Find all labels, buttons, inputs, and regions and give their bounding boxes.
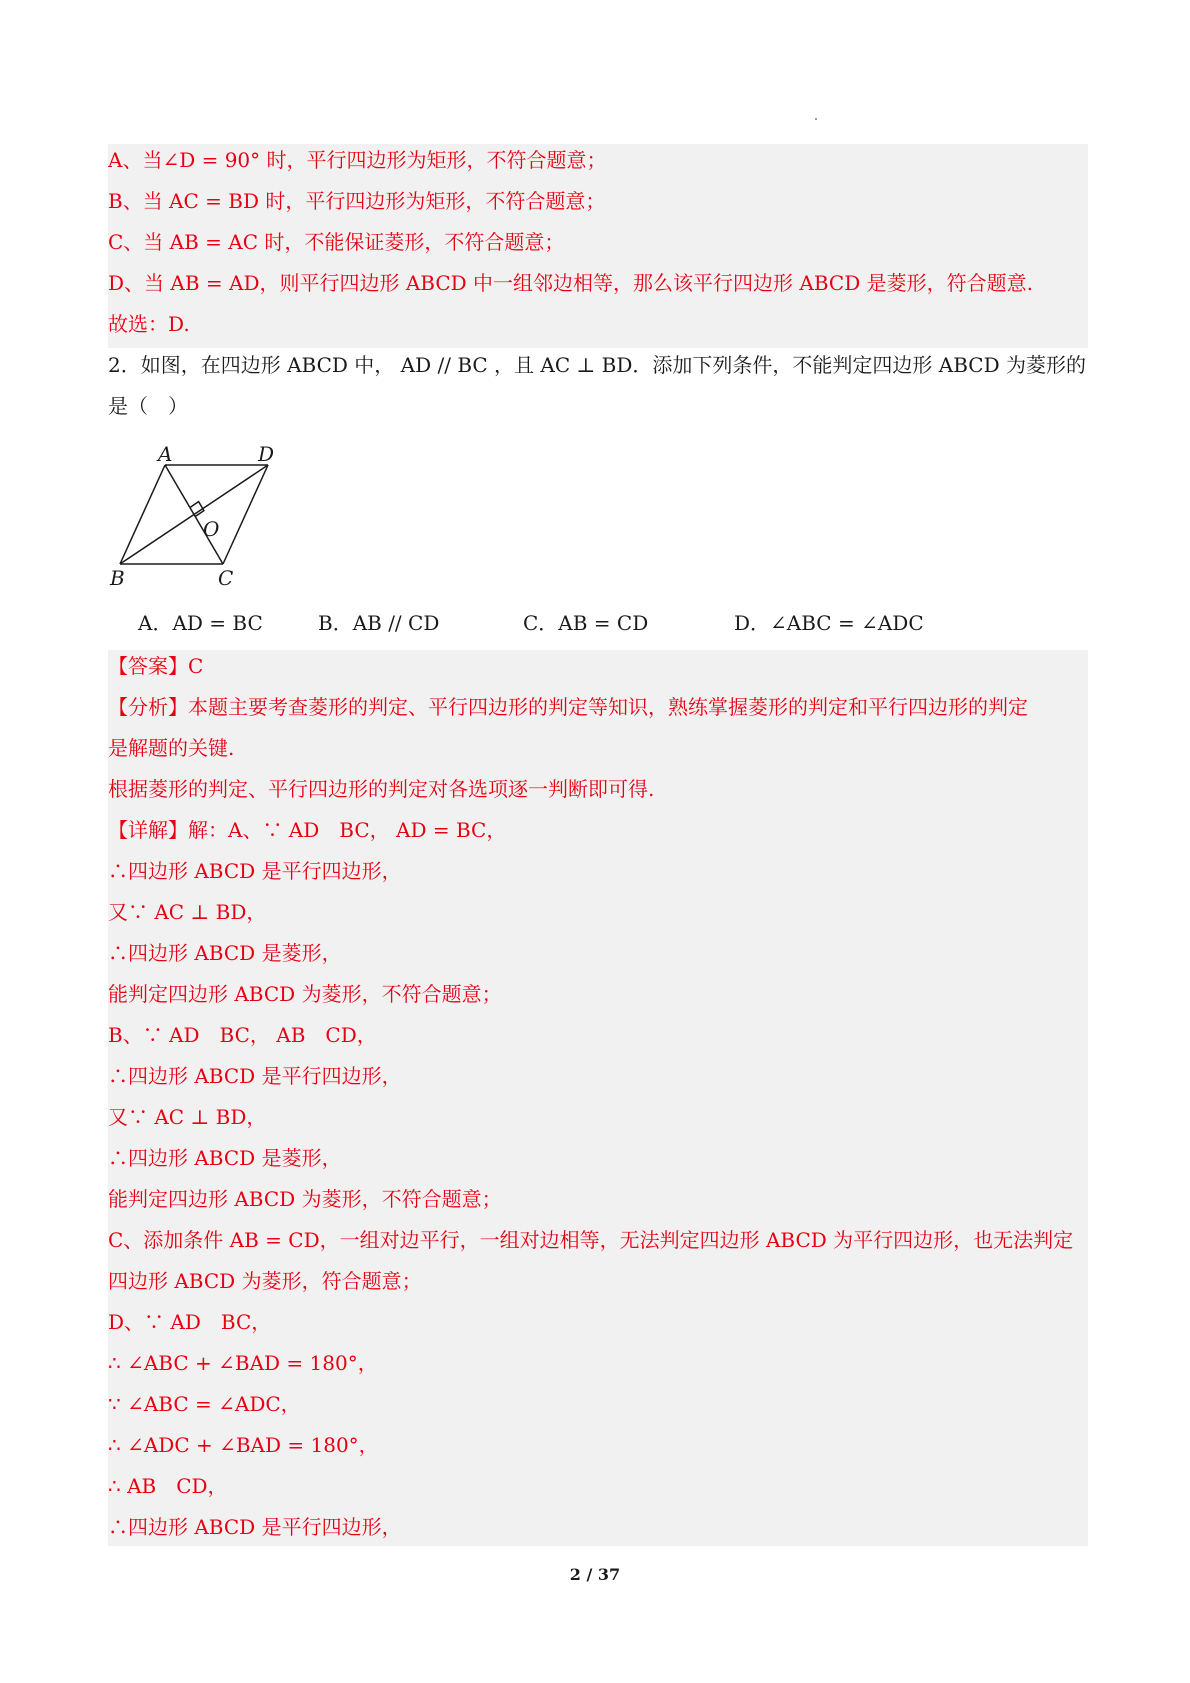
detail-line: ∴四边形 ABCD 是平行四边形， [108,859,402,883]
detail-line: ∴四边形 ABCD 是平行四边形， [108,1064,402,1088]
detail-line: ∴ ∠ABC + ∠BAD = 180°， [108,1351,378,1375]
analysis-line2: 是解题的关键. [108,736,235,760]
option-c[interactable]: C．AB = CD [523,611,649,635]
quadrilateral-figure [108,440,288,590]
solution-choice: 故选：D. [108,312,190,336]
label-b: B [110,566,125,590]
page-number: 2 / 37 [569,1565,621,1584]
label-c: C [218,566,234,590]
label-o: O [203,517,220,541]
option-b[interactable]: B．AB // CD [318,611,440,635]
detail-line: D、∵ AD BC， [108,1310,272,1334]
solution-line-c: C、当 AB = AC 时，不能保证菱形，不符合题意； [108,230,565,254]
detail-line: 能判定四边形 ABCD 为菱形，不符合题意； [108,1187,502,1211]
answer-line: 【答案】C [108,654,204,678]
detail-line: C、添加条件 AB = CD，一组对边平行，一组对边相等，无法判定四边形 ABCD 为平行四边形，也无法判定 [108,1228,1074,1252]
question-text-line1: 2．如图，在四边形 ABCD 中， AD // BC ，且 AC ⊥ BD．添加下列条件，不能判定四边形 ABCD 为菱形的 [108,353,1086,377]
question-text-line2: 是（ ） [108,394,188,418]
decorative-dot [815,118,817,120]
solution-line-d: D、当 AB = AD，则平行四边形 ABCD 中一组邻边相等，那么该平行四边形 ABCD 是菱形，符合题意. [108,271,1033,295]
solution-line-b: B、当 AC = BD 时，平行四边形为矩形，不符合题意； [108,189,606,213]
detail-line: ∴四边形 ABCD 是平行四边形， [108,1515,402,1539]
detail-line: ∴ AB CD， [108,1474,228,1498]
option-a[interactable]: A．AD = BC [138,611,263,635]
label-a: A [158,442,173,466]
answer-options [108,603,1088,644]
detail-line: 四边形 ABCD 为菱形，符合题意； [108,1269,422,1293]
detail-line: ∴四边形 ABCD 是菱形， [108,941,342,965]
solution-line-a: A、当∠D = 90° 时，平行四边形为矩形，不符合题意； [108,148,607,172]
detail-line: 【详解】解：A、∵ AD BC， AD = BC， [108,818,507,842]
detail-line: B、∵ AD BC， AB CD， [108,1023,377,1047]
detail-line: 又∵ AC ⊥ BD， [108,1105,267,1129]
detail-line: 又∵ AC ⊥ BD， [108,900,267,924]
label-d: D [258,442,275,466]
detail-line: ∴四边形 ABCD 是菱形， [108,1146,342,1170]
detail-line: ∵ ∠ABC = ∠ADC， [108,1392,301,1416]
detail-line: ∴ ∠ADC + ∠BAD = 180°， [108,1433,379,1457]
analysis-line1: 【分析】本题主要考查菱形的判定、平行四边形的判定等知识，熟练掌握菱形的判定和平行四边形的判定 [108,695,1028,719]
analysis-line3: 根据菱形的判定、平行四边形的判定对各选项逐一判断即可得. [108,777,655,801]
detail-line: 能判定四边形 ABCD 为菱形，不符合题意； [108,982,502,1006]
option-d[interactable]: D．∠ABC = ∠ADC [734,611,924,635]
